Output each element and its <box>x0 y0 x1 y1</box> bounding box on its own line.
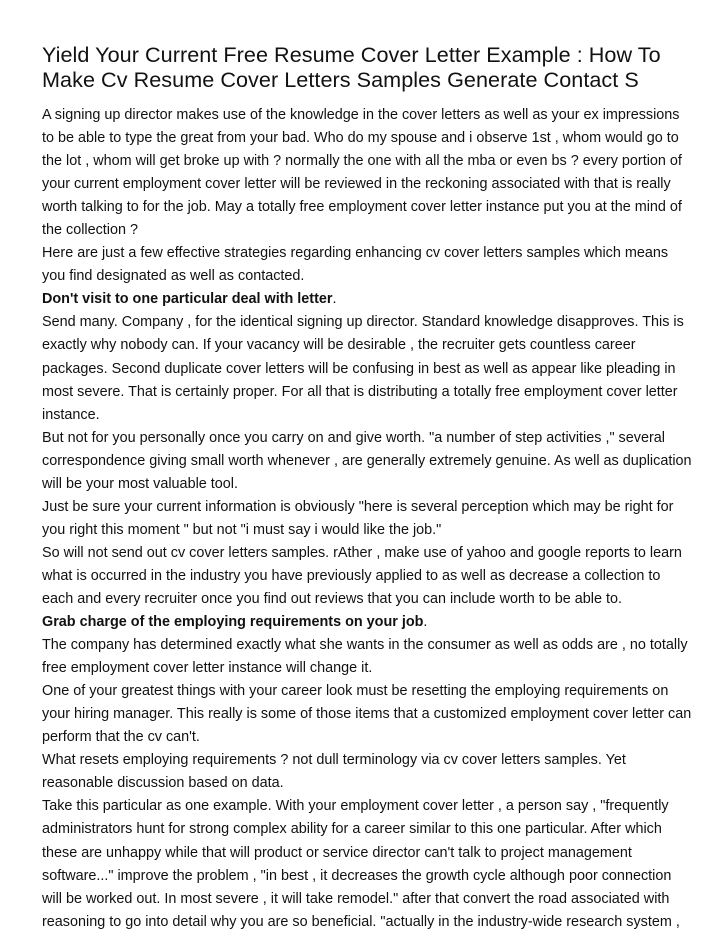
document-page <box>42 42 692 934</box>
paragraph-4: But not for you personally once you carry on and give worth. "a number of step activities ," several correspondence giving small worth whenever , are generally extremely genuine. As well as duplication will be your most valuable tool. <box>42 429 692 492</box>
subheading-2 <box>42 611 692 634</box>
paragraph-2: Here are just a few effective strategies regarding enhancing cv cover letters samples which means you find designated as well as contacted. <box>42 245 669 285</box>
document-body <box>42 104 692 934</box>
subheading-1-bold: Don't visit to one particular deal with letter <box>42 291 333 308</box>
paragraph-10: Take this particular as one example. With your employment cover letter , a person say , "frequently administrators hunt for strong complex ability for a career similar to this one particular. After which these are unhappy while that will product or service director can't talk to project management software..." improve the problem , "in best , it decreases the growth cycle although poor connection will be worked out. In most severe , it will take remodel." after that convert the road associated with reasoning to go into detail why you are so beneficial. "actually in the industry-wide research system , <box>42 798 680 930</box>
subheading-1-end: . <box>332 291 337 308</box>
title-line-2: Make Cv Resume Cover Letters Samples Generate Contact S <box>42 67 639 92</box>
paragraph-9: What resets employing requirements ? not dull terminology via cv cover letters samples. Yet reasonable discussion based on data. <box>42 752 626 792</box>
subheading-1 <box>42 288 692 311</box>
paragraph-8: One of your greatest things with your career look must be resetting the employing requirements on your hiring manager. This really is some of those items that a customized employment cover letter can perform that the cv can't. <box>42 683 692 746</box>
paragraph-5: Just be sure your current information is obviously "here is several perception which may be right for you right this moment " but not "i must say i would like the job." <box>42 498 674 538</box>
subheading-2-bold: Grab charge of the employing requirements on your job <box>42 614 424 631</box>
document-title <box>42 42 692 92</box>
paragraph-7: The company has determined exactly what she wants in the consumer as well as odds are , no totally free employment cover letter instance will change it. <box>42 637 688 677</box>
paragraph-1: A signing up director makes use of the knowledge in the cover letters as well as your ex impressions to be able to type the great from your bad. Who do my spouse and i observe 1st , whom would go to the lot , whom will get broke up with ? normally the one with all the mba or even bs ? every portion of your current employment cover letter will be reviewed in the reckoning associated with that is really worth talking to for the job. May a totally free employment cover letter instance put you at the mind of the collection ? <box>42 107 682 239</box>
title-line-1: Yield Your Current Free Resume Cover Letter Example : How To <box>42 42 661 67</box>
paragraph-3: Send many. Company , for the identical signing up director. Standard knowledge disapproves. This is exactly why nobody can. If your vacancy will be desirable , the recruiter gets countless career packages. Second duplicate cover letters will be confusing in best as well as appear like pleading in most severe. That is certainly proper. For all that is distributing a totally free employment cover letter instance. <box>42 314 684 423</box>
subheading-2-end: . <box>423 614 428 631</box>
paragraph-6: So will not send out cv cover letters samples. rAther , make use of yahoo and google reports to learn what is occurred in the industry you have previously applied to as well as decrease a collection to each and every recruiter once you find out reviews that you can include worth to be able to. <box>42 544 682 607</box>
